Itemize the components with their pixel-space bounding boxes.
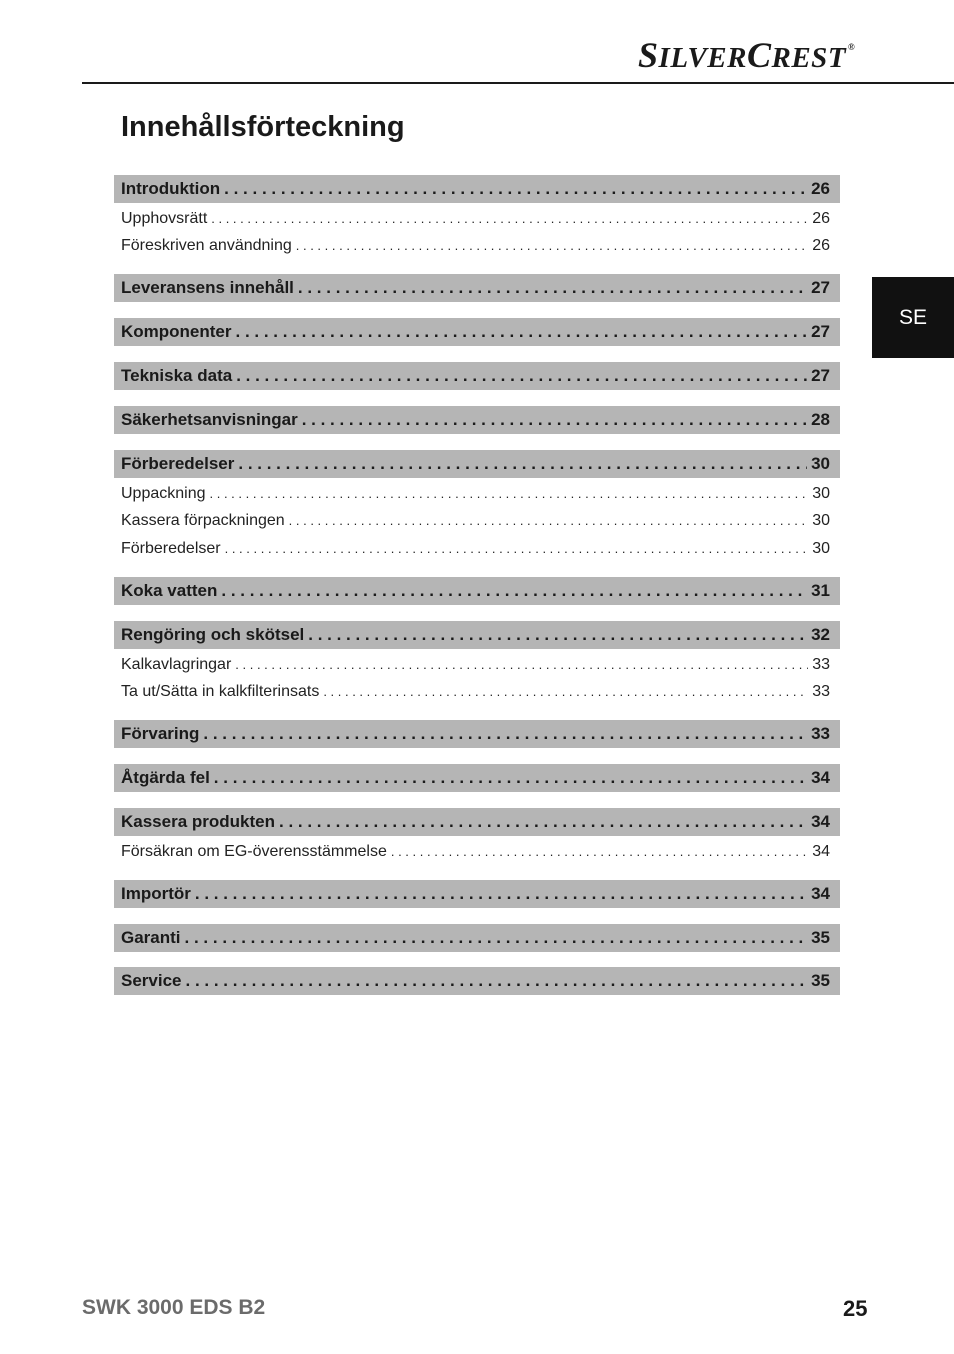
toc-section-entry[interactable] — [114, 880, 840, 908]
toc-dot-leader — [289, 509, 809, 533]
brand-logo: SILVERCREST ® — [638, 35, 856, 75]
toc-dot-leader — [214, 764, 807, 792]
toc-dot-leader — [302, 406, 807, 434]
toc-entry-label: Kalkavlagringar — [121, 656, 232, 673]
toc-entry-page: 33 — [812, 683, 830, 700]
toc-section-entry[interactable] — [114, 924, 840, 952]
toc-entry-page: 33 — [812, 656, 830, 673]
toc-entry-label: Förvaring — [121, 724, 200, 743]
toc-section-entry[interactable] — [114, 274, 840, 302]
toc-entry-page: 26 — [812, 210, 830, 227]
toc-section-entry[interactable] — [114, 967, 840, 995]
toc-section-entry[interactable] — [114, 764, 840, 792]
toc-subsection-entry[interactable] — [114, 537, 840, 561]
toc-entry-label: Uppackning — [121, 485, 206, 502]
toc-dot-leader — [236, 362, 807, 390]
toc-subsection-entry[interactable] — [114, 680, 840, 704]
toc-entry-page: 34 — [811, 768, 830, 787]
toc-dot-leader — [221, 577, 807, 605]
toc-section-entry[interactable] — [114, 175, 840, 203]
toc-dot-leader — [211, 207, 808, 231]
toc-entry-label: Kassera produkten — [121, 812, 275, 831]
page-title: Innehållsförteckning — [121, 111, 405, 143]
toc-entry-label: Service — [121, 971, 182, 990]
toc-dot-leader — [391, 840, 808, 864]
toc-section-entry[interactable] — [114, 318, 840, 346]
toc-entry-page: 30 — [812, 540, 830, 557]
toc-subsection-entry[interactable] — [114, 482, 840, 506]
toc-subsection-entry[interactable] — [114, 840, 840, 864]
footer-page-number: 25 — [843, 1296, 868, 1321]
toc-dot-leader — [235, 653, 808, 677]
header-divider — [82, 82, 954, 84]
toc-subsection-entry[interactable] — [114, 509, 840, 533]
toc-entry-page: 35 — [811, 928, 830, 947]
toc-dot-leader — [186, 967, 808, 995]
toc-entry-label: Kassera förpackningen — [121, 512, 285, 529]
toc-entry-label: Säkerhetsanvisningar — [121, 410, 298, 429]
toc-entry-label: Åtgärda fel — [121, 768, 210, 787]
toc-entry-page: 26 — [811, 179, 830, 198]
toc-section-entry[interactable] — [114, 621, 840, 649]
toc-entry-label: Förberedelser — [121, 454, 235, 473]
footer-model-name: SWK 3000 EDS B2 — [82, 1296, 266, 1319]
toc-dot-leader — [224, 175, 807, 203]
toc-section-entry[interactable] — [114, 808, 840, 836]
toc-entry-label: Tekniska data — [121, 366, 233, 385]
toc-dot-leader — [210, 482, 809, 506]
toc-section-entry[interactable] — [114, 406, 840, 434]
toc-entry-label: Introduktion — [121, 179, 221, 198]
toc-dot-leader — [236, 318, 808, 346]
toc-dot-leader — [296, 234, 808, 258]
toc-entry-page: 34 — [811, 884, 830, 903]
toc-entry-label: Komponenter — [121, 322, 232, 341]
toc-entry-label: Försäkran om EG-överensstämmelse — [121, 843, 387, 860]
toc-dot-leader — [238, 450, 807, 478]
toc-subsection-entry[interactable] — [114, 207, 840, 231]
toc-entry-page: 26 — [812, 237, 830, 254]
toc-entry-label: Föreskriven användning — [121, 237, 292, 254]
toc-dot-leader — [203, 720, 807, 748]
toc-entry-page: 35 — [811, 971, 830, 990]
toc-entry-label: Ta ut/Sätta in kalkfilterinsats — [121, 683, 320, 700]
toc-entry-page: 30 — [812, 485, 830, 502]
toc-entry-page: 27 — [811, 278, 830, 297]
toc-section-entry[interactable] — [114, 450, 840, 478]
toc-entry-label: Förberedelser — [121, 540, 221, 557]
toc-entry-page: 27 — [811, 322, 830, 341]
toc-section-entry[interactable] — [114, 577, 840, 605]
toc-entry-label: Garanti — [121, 928, 181, 947]
toc-entry-page: 34 — [811, 812, 830, 831]
toc-section-entry[interactable] — [114, 720, 840, 748]
toc-dot-leader — [225, 537, 809, 561]
toc-entry-label: Leveransens innehåll — [121, 278, 294, 297]
toc-entry-label: Koka vatten — [121, 581, 218, 600]
toc-entry-label: Rengöring och skötsel — [121, 625, 305, 644]
toc-entry-page: 32 — [811, 625, 830, 644]
toc-dot-leader — [279, 808, 807, 836]
toc-entry-label: Upphovsrätt — [121, 210, 208, 227]
toc-dot-leader — [185, 924, 808, 952]
toc-entry-page: 30 — [811, 454, 830, 473]
toc-entry-page: 31 — [811, 581, 830, 600]
toc-dot-leader — [308, 621, 807, 649]
toc-entry-page: 33 — [811, 724, 830, 743]
toc-dot-leader — [298, 274, 807, 302]
language-tab: SE — [872, 277, 954, 358]
toc-entry-page: 27 — [811, 366, 830, 385]
toc-section-entry[interactable] — [114, 362, 840, 390]
toc-entry-label: Importör — [121, 884, 191, 903]
toc-entry-page: 28 — [811, 410, 830, 429]
toc-dot-leader — [323, 680, 808, 704]
toc-entry-page: 30 — [812, 512, 830, 529]
toc-subsection-entry[interactable] — [114, 234, 840, 258]
toc-subsection-entry[interactable] — [114, 653, 840, 677]
toc-entry-page: 34 — [812, 843, 830, 860]
toc-dot-leader — [195, 880, 807, 908]
